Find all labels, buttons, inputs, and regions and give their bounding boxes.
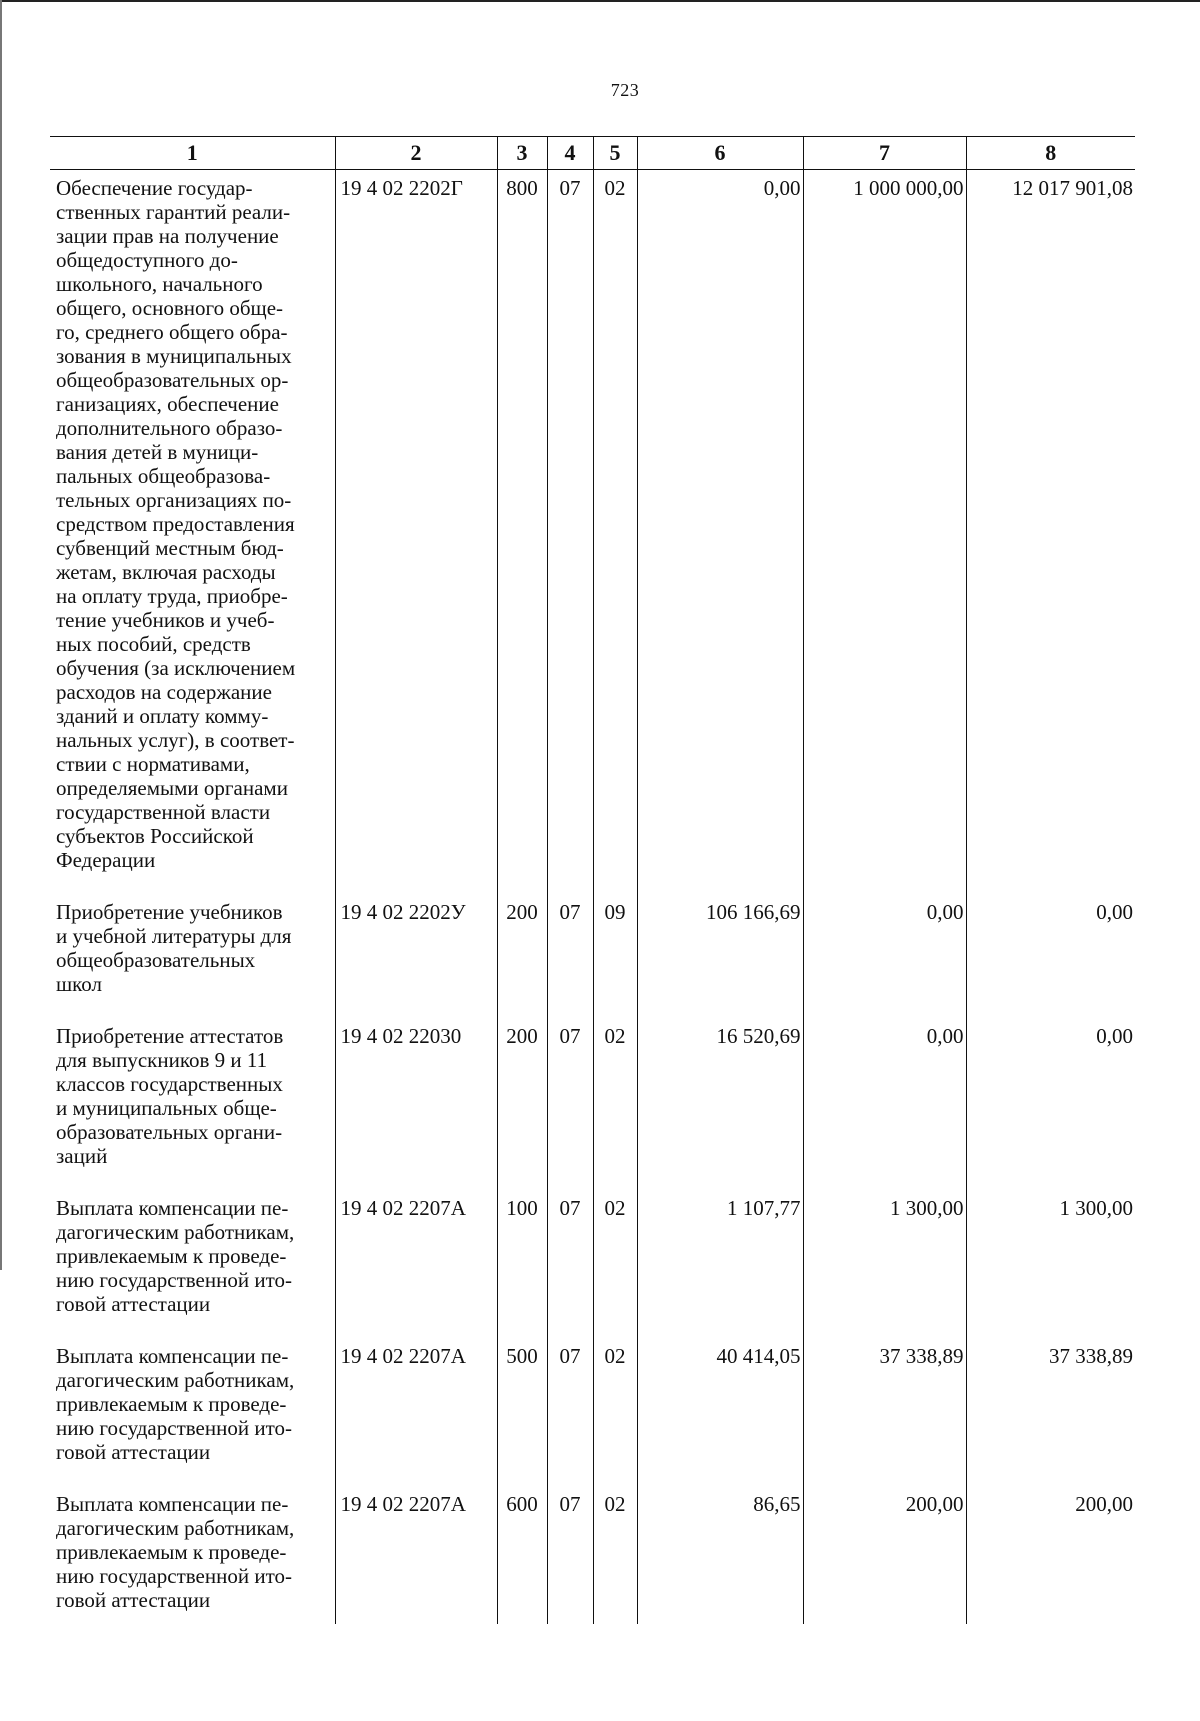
row-col-6: 1 107,77: [637, 1190, 803, 1338]
page-number: 723: [610, 80, 640, 100]
description-line: школ: [56, 972, 103, 996]
row-col-6: 0,00: [637, 170, 803, 895]
row-col-8: 1 300,00: [966, 1190, 1135, 1338]
description-line: классов государственных: [56, 1072, 283, 1096]
header-row: [50, 137, 1135, 170]
description-line: зданий и оплату комму-: [56, 704, 269, 728]
row-col-6: 86,65: [637, 1486, 803, 1624]
row-description: [50, 1190, 335, 1338]
description-line: заций: [56, 1144, 108, 1168]
description-line: ственных гарантий реали-: [56, 200, 291, 224]
table-header: [50, 137, 1135, 170]
table-row: [50, 1486, 1135, 1624]
row-code: 19 4 02 2207А: [335, 1338, 497, 1486]
header-col-8: 8: [966, 137, 1135, 170]
row-col-5: 02: [593, 170, 637, 895]
row-col-7: 37 338,89: [803, 1338, 966, 1486]
description-line: Федерации: [56, 848, 156, 872]
row-col-8: 200,00: [966, 1486, 1135, 1624]
description-line: зования в муниципальных: [56, 344, 292, 368]
row-col-7: 200,00: [803, 1486, 966, 1624]
description-line: общеобразовательных: [56, 948, 256, 972]
row-description: [50, 894, 335, 1018]
description-line: говой аттестации: [56, 1440, 211, 1464]
description-line: пальных общеобразова-: [56, 464, 271, 488]
row-code: 19 4 02 2202Г: [335, 170, 497, 895]
description-line: определяемыми органами: [56, 776, 288, 800]
description-line: нию государственной ито-: [56, 1268, 292, 1292]
row-col-6: 16 520,69: [637, 1018, 803, 1190]
table-row: [50, 894, 1135, 1018]
row-col-6: 106 166,69: [637, 894, 803, 1018]
row-description: [50, 1018, 335, 1190]
description-line: обучения (за исключением: [56, 656, 296, 680]
header-col-4: 4: [547, 137, 593, 170]
description-line: Приобретение аттестатов: [56, 1024, 284, 1048]
row-col-3: 100: [497, 1190, 547, 1338]
row-col-5: 02: [593, 1190, 637, 1338]
description-line: тельных организациях по-: [56, 488, 292, 512]
row-col-8: 0,00: [966, 1018, 1135, 1190]
row-col-3: 500: [497, 1338, 547, 1486]
description-line: Обеспечение государ-: [56, 176, 253, 200]
row-col-5: 02: [593, 1018, 637, 1190]
description-line: зации прав на получение: [56, 224, 279, 248]
description-line: дополнительного образо-: [56, 416, 283, 440]
row-col-7: 0,00: [803, 1018, 966, 1190]
description-line: жетам, включая расходы: [56, 560, 276, 584]
row-col-3: 200: [497, 894, 547, 1018]
description-line: го, среднего общего обра-: [56, 320, 288, 344]
description-line: привлекаемым к проведе-: [56, 1540, 287, 1564]
description-line: общего, основного обще-: [56, 296, 284, 320]
description-line: говой аттестации: [56, 1588, 211, 1612]
description-line: дагогическим работникам,: [56, 1220, 295, 1244]
header-col-2: 2: [335, 137, 497, 170]
top-scan-edge: [0, 0, 1200, 2]
budget-table: [50, 136, 1135, 1624]
row-col-4: 07: [547, 170, 593, 895]
header-col-1: 1: [50, 137, 335, 170]
description-line: государственной власти: [56, 800, 271, 824]
description-line: Выплата компенсации пе-: [56, 1492, 289, 1516]
row-description: [50, 170, 335, 895]
row-col-5: 02: [593, 1486, 637, 1624]
row-col-8: 37 338,89: [966, 1338, 1135, 1486]
description-line: на оплату труда, приобре-: [56, 584, 288, 608]
row-code: 19 4 02 2207А: [335, 1190, 497, 1338]
header-col-7: 7: [803, 137, 966, 170]
description-line: дагогическим работникам,: [56, 1368, 295, 1392]
row-col-7: 1 300,00: [803, 1190, 966, 1338]
description-line: вания детей в муници-: [56, 440, 259, 464]
description-line: для выпускников 9 и 11: [56, 1048, 268, 1072]
row-description: [50, 1338, 335, 1486]
row-col-3: 800: [497, 170, 547, 895]
header-col-6: 6: [637, 137, 803, 170]
description-line: субвенций местным бюд-: [56, 536, 284, 560]
description-line: школьного, начального: [56, 272, 263, 296]
description-line: образовательных органи-: [56, 1120, 283, 1144]
row-code: 19 4 02 22030: [335, 1018, 497, 1190]
description-line: дагогическим работникам,: [56, 1516, 295, 1540]
description-line: нию государственной ито-: [56, 1416, 292, 1440]
row-col-7: 0,00: [803, 894, 966, 1018]
table-row: [50, 1190, 1135, 1338]
row-col-5: 09: [593, 894, 637, 1018]
description-line: тение учебников и учеб-: [56, 608, 275, 632]
table-row: [50, 170, 1135, 895]
description-line: и учебной литературы для: [56, 924, 292, 948]
row-col-4: 07: [547, 1486, 593, 1624]
description-line: ганизациях, обеспечение: [56, 392, 279, 416]
row-code: 19 4 02 2202У: [335, 894, 497, 1018]
row-col-8: 12 017 901,08: [966, 170, 1135, 895]
description-line: привлекаемым к проведе-: [56, 1244, 287, 1268]
description-line: средством предоставления: [56, 512, 295, 536]
row-description: [50, 1486, 335, 1624]
table-body: [50, 170, 1135, 1625]
description-line: Выплата компенсации пе-: [56, 1196, 289, 1220]
description-line: нию государственной ито-: [56, 1564, 292, 1588]
header-col-3: 3: [497, 137, 547, 170]
row-code: 19 4 02 2207А: [335, 1486, 497, 1624]
table-row: [50, 1018, 1135, 1190]
row-col-4: 07: [547, 1018, 593, 1190]
left-scan-edge: [0, 0, 2, 1270]
description-line: Приобретение учебников: [56, 900, 283, 924]
description-line: говой аттестации: [56, 1292, 211, 1316]
description-line: общеобразовательных ор-: [56, 368, 289, 392]
description-line: ствии с нормативами,: [56, 752, 250, 776]
row-col-6: 40 414,05: [637, 1338, 803, 1486]
row-col-4: 07: [547, 1190, 593, 1338]
description-line: Выплата компенсации пе-: [56, 1344, 289, 1368]
description-line: нальных услуг), в соответ-: [56, 728, 295, 752]
description-line: ных пособий, средств: [56, 632, 251, 656]
row-col-3: 200: [497, 1018, 547, 1190]
description-line: расходов на содержание: [56, 680, 272, 704]
description-line: общедоступного до-: [56, 248, 238, 272]
row-col-8: 0,00: [966, 894, 1135, 1018]
row-col-4: 07: [547, 894, 593, 1018]
description-line: субъектов Российской: [56, 824, 254, 848]
description-line: и муниципальных обще-: [56, 1096, 277, 1120]
row-col-5: 02: [593, 1338, 637, 1486]
row-col-3: 600: [497, 1486, 547, 1624]
row-col-4: 07: [547, 1338, 593, 1486]
table-row: [50, 1338, 1135, 1486]
header-col-5: 5: [593, 137, 637, 170]
row-col-7: 1 000 000,00: [803, 170, 966, 895]
description-line: привлекаемым к проведе-: [56, 1392, 287, 1416]
